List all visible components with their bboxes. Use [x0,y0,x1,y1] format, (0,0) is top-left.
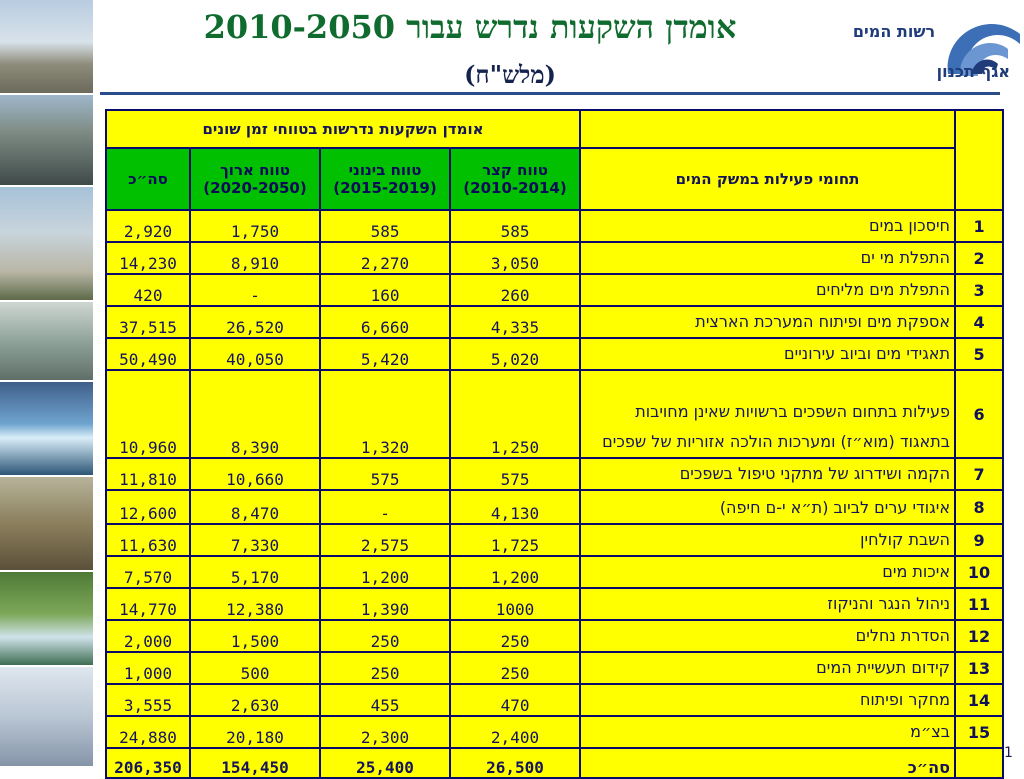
row-index: 11 [955,588,1003,620]
total-cell: 2,920 [106,210,190,242]
total-cell: 1,000 [106,652,190,684]
long-term-cell: 8,470 [190,490,320,524]
power-plant-photo [0,0,93,95]
row-index: 14 [955,684,1003,716]
long-term-cell: 40,050 [190,338,320,370]
total-cell: 12,600 [106,490,190,524]
short-term-cell: 470 [450,684,580,716]
long-term-header [190,148,320,210]
table-row [106,458,1003,490]
treatment-pond-photo [0,95,93,187]
long-term-cell: 10,660 [190,458,320,490]
logo-swoosh-icon [848,4,1020,96]
table-row [106,588,1003,620]
total-cell: 3,555 [106,684,190,716]
water-authority-logo [848,4,1020,96]
mid-term-cell: 160 [320,274,450,306]
mid-term-cell: - [320,490,450,524]
mid-term-cell: 1,320 [320,370,450,458]
long-term-cell: 20,180 [190,716,320,748]
row-index: 10 [955,556,1003,588]
long-term-cell: 2,630 [190,684,320,716]
page-title: אומדן השקעות נדרש עבור 2010-2050 [203,8,737,46]
mid-term-cell: 575 [320,458,450,490]
long-term-cell: - [190,274,320,306]
activity-cell: השבת קולחין [580,524,955,556]
short-term-cell: 4,335 [450,306,580,338]
mid-term-cell: 2,575 [320,524,450,556]
activity-cell: התפלת מים מליחים [580,274,955,306]
short-term-cell: 260 [450,274,580,306]
group-header: אומדן השקעות נדרשות בטווחי זמן שונים [106,110,580,148]
table-row [106,684,1003,716]
mid-term-cell: 5,420 [320,338,450,370]
long-term-cell: 7,330 [190,524,320,556]
row-index: 3 [955,274,1003,306]
long-term-label: טווח ארוך [220,161,290,179]
total-cell: 24,880 [106,716,190,748]
water-tower-photo [0,187,93,302]
short-term-cell: 575 [450,458,580,490]
row-index: 13 [955,652,1003,684]
row-index: 9 [955,524,1003,556]
pipes-photo [0,667,93,768]
total-cell: 2,000 [106,620,190,652]
short-term-cell: 585 [450,210,580,242]
activity-cell: הסדרת נחלים [580,620,955,652]
totals-label: סה״כ [580,748,955,778]
total-cell: 37,515 [106,306,190,338]
activity-header: תחומי פעילות במשק המים [580,148,955,210]
activity-cell: מחקר ופיתוח [580,684,955,716]
totals-mid: 25,400 [320,748,450,778]
table-row [106,716,1003,748]
total-header [106,148,190,210]
activity-cell: איכות מים [580,556,955,588]
row-index: 12 [955,620,1003,652]
short-term-header [450,148,580,210]
activity-cell: תאגידי מים וביוב עירוניים [580,338,955,370]
activity-cell: אספקת מים ופיתוח המערכת הארצית [580,306,955,338]
mid-term-cell: 2,300 [320,716,450,748]
totals-short: 26,500 [450,748,580,778]
table-row [106,556,1003,588]
totals-index-cell [955,748,1003,778]
totals-row [106,748,1003,778]
department-label: אגף תכנון [936,62,1010,81]
total-cell: 7,570 [106,556,190,588]
mid-term-cell: 585 [320,210,450,242]
activity-cell: בצ״מ [580,716,955,748]
table-row [106,242,1003,274]
short-term-cell: 1,725 [450,524,580,556]
long-term-range: (2020-2050) [203,179,307,197]
table-row [106,652,1003,684]
logo-text: רשות המים [852,22,936,41]
total-cell: 11,630 [106,524,190,556]
activity-cell: חיסכון במים [580,210,955,242]
row-index: 7 [955,458,1003,490]
mid-term-cell: 1,390 [320,588,450,620]
row-index: 15 [955,716,1003,748]
short-term-cell: 5,020 [450,338,580,370]
short-term-cell: 1000 [450,588,580,620]
table-row [106,274,1003,306]
long-term-cell: 8,390 [190,370,320,458]
activity-cell: קידום תעשיית המים [580,652,955,684]
total-label: סה״כ [128,170,168,188]
activity-cell: ניהול הנגר והניקוז [580,588,955,620]
short-term-cell: 1,250 [450,370,580,458]
short-term-cell: 1,200 [450,556,580,588]
mid-term-cell: 455 [320,684,450,716]
row-index: 1 [955,210,1003,242]
pipeline-photo [0,477,93,572]
long-term-cell: 500 [190,652,320,684]
activity-cell: התפלת מי ים [580,242,955,274]
activity-cell: איגודי ערים לביוב (ת״א י-ם חיפה) [580,490,955,524]
short-term-range: (2010-2014) [463,179,567,197]
table-row [106,306,1003,338]
waterfall-photo [0,382,93,477]
total-cell: 10,960 [106,370,190,458]
group-header-spacer [580,110,955,148]
row-index: 6 [955,370,1003,458]
table-row [106,338,1003,370]
mid-term-header [320,148,450,210]
long-term-cell: 1,500 [190,620,320,652]
mid-term-cell: 250 [320,652,450,684]
total-cell: 14,770 [106,588,190,620]
row-index: 5 [955,338,1003,370]
stream-photo [0,572,93,667]
page-subtitle: (מלש"ח) [464,60,556,89]
investment-table [105,109,1004,779]
short-term-cell: 3,050 [450,242,580,274]
short-term-cell: 4,130 [450,490,580,524]
column-header-row [106,148,1003,210]
table-row [106,490,1003,524]
table-row [106,620,1003,652]
mid-term-cell: 2,270 [320,242,450,274]
row-index: 8 [955,490,1003,524]
long-term-cell: 12,380 [190,588,320,620]
short-term-cell: 250 [450,652,580,684]
mid-term-cell: 250 [320,620,450,652]
total-cell: 14,230 [106,242,190,274]
totals-long: 154,450 [190,748,320,778]
long-term-cell: 8,910 [190,242,320,274]
mid-term-label: טווח בינוני [348,161,422,179]
short-term-label: טווח קצר [482,161,548,179]
mid-term-range: (2015-2019) [333,179,437,197]
mid-term-cell: 1,200 [320,556,450,588]
header-divider [100,92,1000,95]
photo-strip [0,0,93,768]
short-term-cell: 250 [450,620,580,652]
page-number: 1 [1004,745,1013,761]
long-term-cell: 26,520 [190,306,320,338]
table-row [106,210,1003,242]
long-term-cell: 5,170 [190,556,320,588]
short-term-cell: 2,400 [450,716,580,748]
mid-term-cell: 6,660 [320,306,450,338]
long-term-cell: 1,750 [190,210,320,242]
table-row [106,524,1003,556]
activity-cell: פעילות בתחום השפכים ברשויות שאינן מחויבות בתאגוד (מוא״ז) ומערכות הולכה אזוריות של שפכים [580,370,955,458]
row-index: 4 [955,306,1003,338]
group-header-row [106,110,1003,148]
row-index: 2 [955,242,1003,274]
desalination-facility-photo [0,302,93,382]
activity-cell: הקמה ושידרוג של מתקני טיפול בשפכים [580,458,955,490]
table-row [106,370,1003,458]
total-cell: 11,810 [106,458,190,490]
index-header-cell [955,110,1003,210]
total-cell: 50,490 [106,338,190,370]
total-cell: 420 [106,274,190,306]
totals-total: 206,350 [106,748,190,778]
